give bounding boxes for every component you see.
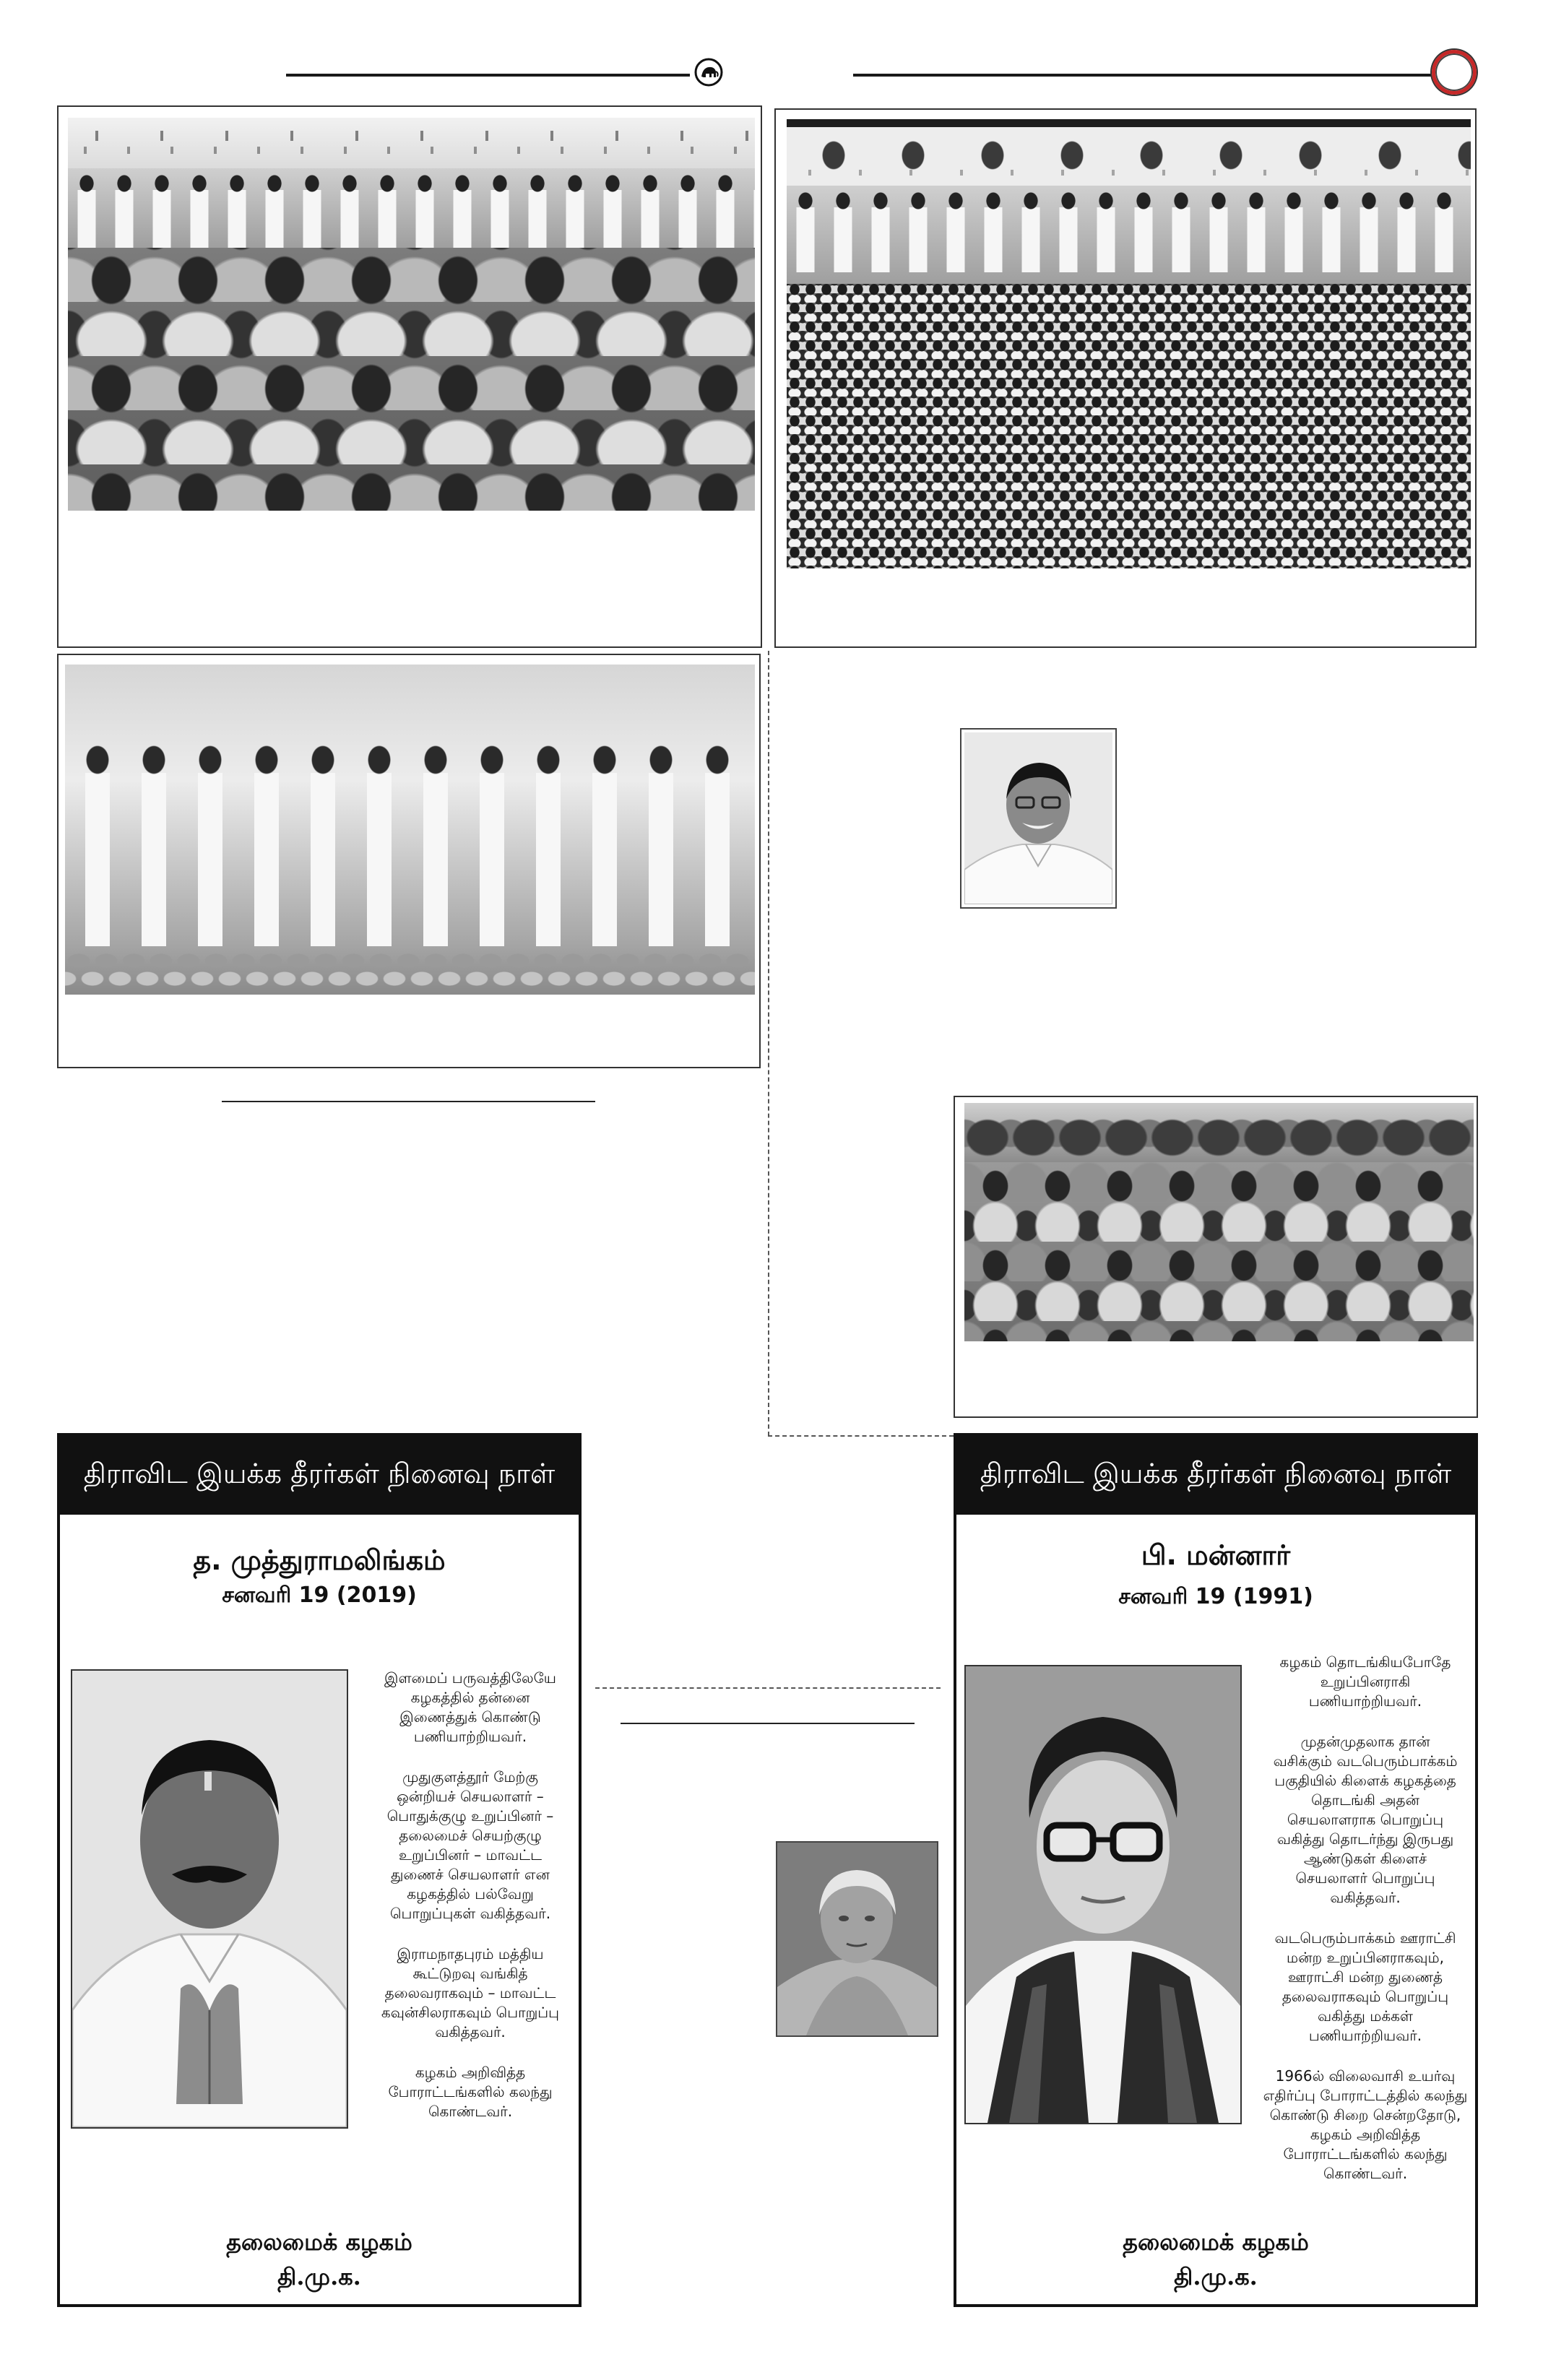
memorial-name: த. முத்துராமலிங்கம்	[193, 1544, 446, 1576]
news-photo-frame	[57, 654, 761, 1068]
stage-dignitaries	[68, 168, 755, 248]
bio-paragraph: இளமைப் பருவத்திலேயே கழகத்தில் தன்னை இணைத்துக் கொண்டு பணியாற்றியவர்.	[384, 1669, 556, 1745]
stage-banner	[68, 118, 755, 168]
header-rule-right	[853, 74, 1432, 77]
bio-paragraph: 1966ல் விலைவாசி உயர்வு எதிர்ப்பு போராட்டத்தில் கலந்து கொண்டு சிறை சென்றதோடு, கழகம் அறிவித்த போராட்டங்களில் கலந்து கொண்டவர்.	[1263, 2067, 1468, 2182]
bio-paragraph: வடபெரும்பாக்கம் ஊராட்சி மன்ற உறுப்பினராகவும், ஊராட்சி மன்ற துணைத் தலைவராகவும் பொறுப்பு வகித்து மக்கள் பணியாற்றியவர்.	[1274, 1929, 1456, 2044]
bio-paragraph: இராமநாதபுரம் மத்திய கூட்டுறவு வங்கித் தலைவராகவும் – மாவட்ட கவுன்சிலராகவும் பொறுப்பு வகித்தவர்.	[381, 1945, 560, 2041]
bio-paragraph: முதுகுளத்தூர் மேற்கு ஒன்றியச் செயலாளர் – பொதுக்குழு உறுப்பினர் – தலைமைச் செயற்குழு உறுப்பினர் – மாவட்ட துணைச் செயலாளர் என கழகத்தில் பல்வேறு பொறுப்புகள் வகித்தவர்.	[386, 1768, 554, 1922]
memorial-footer-party: தி.மு.க.	[1174, 2263, 1258, 2290]
memorial-footer-party: தி.மு.க.	[277, 2263, 361, 2290]
section-divider	[222, 1101, 595, 1102]
memorial-footer-org: தலைமைக் கழகம்	[226, 2228, 412, 2256]
trees-background	[964, 1103, 1474, 1162]
dashed-divider-vertical	[768, 651, 769, 1436]
memorial-bio	[362, 1669, 579, 2142]
memorial-portrait	[964, 1665, 1242, 2124]
dashed-divider-middle	[595, 1687, 941, 1689]
memorial-name: பி. மன்னார்	[1141, 1539, 1291, 1571]
audience	[787, 284, 1471, 568]
distribution-photo	[65, 665, 755, 995]
portrait-photo	[776, 1841, 938, 2037]
bio-paragraph: கழகம் அறிவித்த போராட்டங்களில் கலந்து கொண்டவர்.	[388, 2064, 553, 2120]
memorial-date: சனவரி 19 (2019)	[222, 1583, 417, 1608]
bio-paragraph: முதன்முதலாக தான் வசிக்கும் வடபெரும்பாக்கம் பகுதியில் கிளைக் கழகத்தை தொடங்கி அதன் செயலாளராக பொறுப்பு வகித்து தொடர்ந்து இருபது ஆண்டுகள் கிளைச் செயலாளர் பொறுப்பு வகித்தவர்.	[1273, 1733, 1458, 1906]
red-circle-icon	[1432, 50, 1477, 95]
stage-dignitaries	[787, 186, 1471, 284]
party-emblem-icon	[693, 57, 724, 87]
news-photo-frame	[57, 105, 762, 648]
assistance-photo	[964, 1103, 1474, 1341]
memorial-banner: திராவிட இயக்க தீரர்கள் நினைவு நாள்	[956, 1436, 1475, 1515]
people-group	[964, 1162, 1474, 1341]
audience	[68, 248, 755, 511]
public-meeting-photo	[787, 119, 1471, 568]
stage-banner	[787, 119, 1471, 186]
memorial-bio	[1257, 1653, 1474, 2204]
memorial-footer-org: தலைமைக் கழகம்	[1123, 2228, 1309, 2256]
news-photo-frame	[954, 1096, 1478, 1418]
memorial-card-muthuramalingam	[57, 1433, 582, 2307]
bio-paragraph: கழகம் தொடங்கியபோதே உறுப்பினராகி பணியாற்றியவர்.	[1279, 1653, 1451, 1710]
news-photo-frame	[774, 108, 1477, 648]
section-divider	[621, 1723, 915, 1724]
memorial-portrait	[71, 1669, 348, 2129]
memorial-banner: திராவிட இயக்க தீரர்கள் நினைவு நாள்	[60, 1436, 579, 1515]
meeting-photo	[68, 118, 755, 511]
portrait-photo	[960, 728, 1117, 909]
dashed-divider-horizontal	[768, 1435, 954, 1437]
memorial-card-mannar	[954, 1433, 1478, 2307]
header-rule-left	[286, 74, 690, 77]
memorial-date: சனவரி 19 (1991)	[1118, 1584, 1313, 1609]
